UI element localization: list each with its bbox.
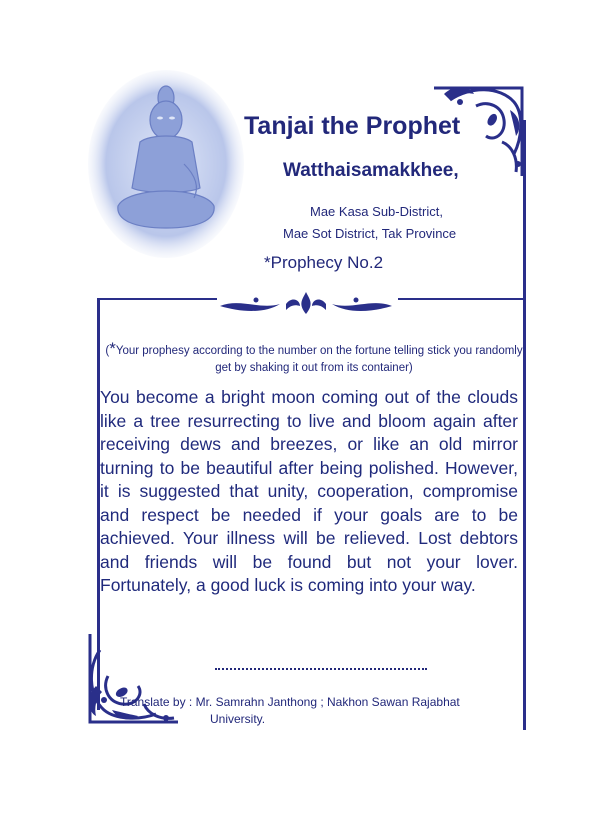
note-asterisk: * [109,339,116,358]
note-text: Your prophesy according to the number on the fortune telling stick you randomly get by shaking it out from its container) [115,345,523,374]
prophecy-text: You become a bright moon coming out of the clouds like a tree resurrecting to live and bloom again after receiving dews and breezes, or like an old mirror turning to be beautiful after being polished. However, it is suggested that unity, cooperation, compromise and respect be needed if your goals are to be achieved. Your illness will be relieved. Lost debtors and friends will be found but not your lover. Fortunately, a good luck is coming into your way. [100,387,518,595]
fortune-note [104,340,524,377]
page-title: Tanjai the Prophet [244,112,461,140]
credit-line-1: Translate by : Mr. Samrahn Janthong ; Nakhon Sawan Rajabhat [120,695,460,709]
divider-ornament [216,290,396,316]
frame-right-border [523,120,526,730]
prophecy-number: *Prophecy No.2 [264,253,384,272]
translator-credit [120,694,460,728]
address-line-2: Mae Sot District, Tak Province [283,226,457,241]
address-line-1: Mae Kasa Sub-District, [310,204,443,219]
note-open-paren: ( [105,345,110,357]
credit-line-2: University. [210,712,266,726]
buddha-image [88,68,244,260]
frame-top-rule-right [398,298,524,300]
dotted-separator [215,668,427,670]
temple-name: Watthaisamakkhee, [283,160,459,181]
frame-top-rule-left [97,298,217,300]
